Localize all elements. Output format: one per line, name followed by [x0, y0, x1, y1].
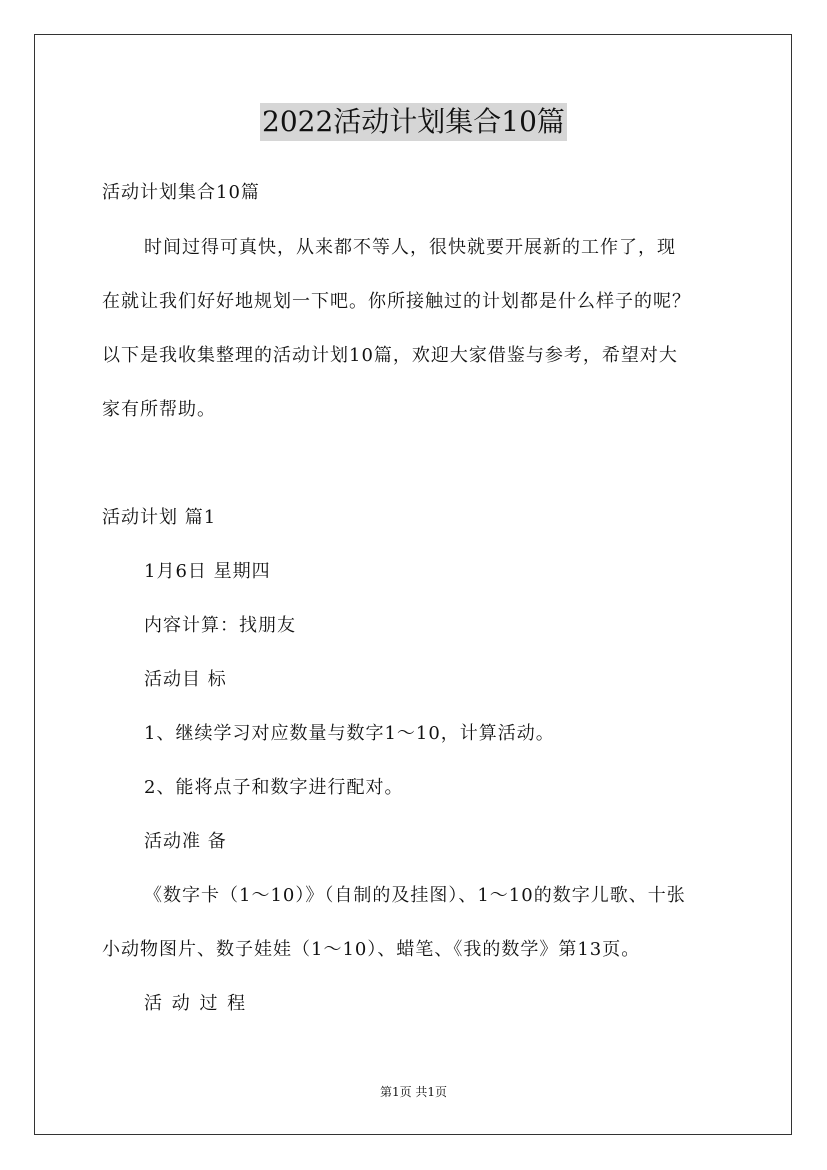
intro-line-2: 在就让我们好好地规划一下吧。你所接触过的计划都是什么样子的呢？	[102, 291, 691, 312]
intro-line-1: 时间过得可真快，从来都不等人，很快就要开展新的工作了，现	[144, 237, 676, 258]
intro-line-4: 家有所帮助。	[102, 399, 216, 420]
page-footer: 第1页 共1页	[379, 1085, 448, 1099]
body-line-prep-2: 小动物图片、数子娃娃（1～10）、蜡笔、《我的数学》第13页。	[102, 939, 641, 960]
body-line-content: 内容计算：找朋友	[144, 615, 296, 636]
title-container	[0, 103, 827, 141]
body-line-process-heading: 活 动 过 程	[144, 993, 248, 1014]
body-line-goal-1: 1、继续学习对应数量与数字1～10，计算活动。	[144, 723, 555, 744]
body-line-goal-heading: 活动目 标	[144, 669, 227, 690]
body-line-prep-1: 《数字卡（1～10）》（自制的及挂图）、1～10的数字儿歌、十张	[144, 885, 686, 906]
body-line-prep-heading: 活动准 备	[144, 831, 227, 852]
document-subtitle: 活动计划集合10篇	[102, 182, 260, 203]
section-heading: 活动计划 篇1	[102, 507, 217, 528]
document-title: 2022活动计划集合10篇	[260, 103, 567, 141]
intro-line-3: 以下是我收集整理的活动计划10篇，欢迎大家借鉴与参考，希望对大	[102, 345, 678, 366]
body-line-date: 1月6日 星期四	[144, 561, 271, 582]
body-line-goal-2: 2、能将点子和数字进行配对。	[144, 777, 404, 798]
